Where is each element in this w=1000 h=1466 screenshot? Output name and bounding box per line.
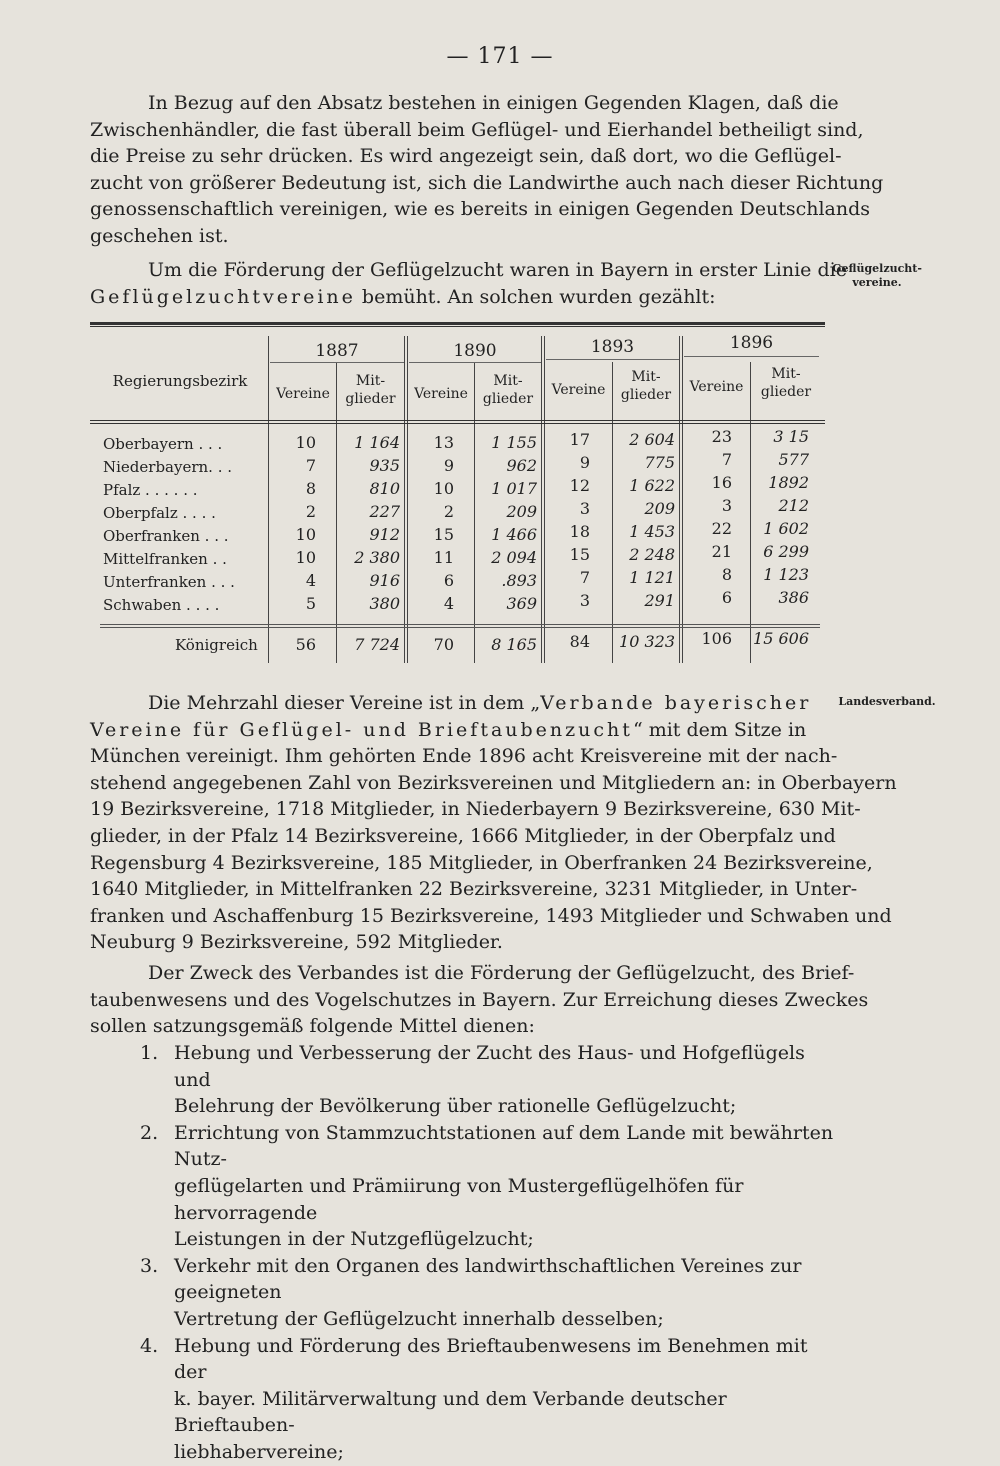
subheader-mitglieder bbox=[613, 368, 679, 404]
cell-vereine: 9 bbox=[443, 456, 454, 475]
row-label: Oberpfalz . . . . bbox=[103, 504, 216, 522]
cell-vereine: 8 bbox=[305, 479, 316, 498]
year-underline bbox=[409, 362, 541, 363]
subheader-vereine: Vereine bbox=[689, 379, 744, 395]
cell-mitglieder: 1 453 bbox=[629, 522, 675, 541]
cell-vereine: 13 bbox=[433, 433, 454, 452]
cell-vereine: 3 bbox=[579, 499, 590, 518]
year-underline bbox=[546, 359, 679, 360]
table-top-rule bbox=[90, 322, 825, 325]
text-line: Leistungen in der Nutzgeflügelzucht; bbox=[174, 1228, 534, 1251]
text-fragment: Die Mehrzahl dieser Vereine ist in dem „ bbox=[148, 692, 541, 714]
year-underline bbox=[270, 362, 404, 363]
cell-mitglieder: 810 bbox=[369, 479, 400, 498]
cell-mitglieder: 6 299 bbox=[763, 542, 809, 561]
cell-vereine: 17 bbox=[569, 430, 590, 449]
cell-mitglieder: 10 323 bbox=[619, 632, 675, 651]
table-column-rule bbox=[679, 336, 680, 663]
cell-vereine: 7 bbox=[721, 450, 732, 469]
text-line: Errichtung von Stammzuchtstationen auf dem Lande mit bewährten Nutz- bbox=[174, 1121, 834, 1171]
row-label: Oberbayern . . . bbox=[103, 435, 223, 453]
margin-note-line: Geflügelzucht- bbox=[832, 262, 922, 275]
text-line: München vereinigt. Ihm gehörten Ende 1896 acht Kreisvereine mit der nach- bbox=[90, 745, 838, 768]
cell-mitglieder: 2 380 bbox=[354, 548, 400, 567]
cell-vereine: 6 bbox=[721, 588, 732, 607]
text-line: Hebung und Verbesserung der Zucht des Haus- und Hofgeflügels und bbox=[174, 1042, 805, 1091]
subheader-line: Mit- bbox=[493, 373, 523, 389]
cell-vereine: 16 bbox=[711, 473, 732, 492]
subheader-line: glieder bbox=[620, 387, 672, 403]
cell-mitglieder: 2 604 bbox=[629, 430, 675, 449]
cell-mitglieder: 380 bbox=[369, 594, 400, 613]
subheader-mitglieder bbox=[475, 372, 541, 408]
cell-vereine: 11 bbox=[433, 548, 454, 567]
cell-mitglieder: 2 094 bbox=[491, 548, 537, 567]
cell-mitglieder: 1 121 bbox=[629, 568, 675, 587]
spaced-term: Geflügelzuchtvereine bbox=[90, 285, 356, 308]
cell-vereine: 21 bbox=[711, 542, 732, 561]
text-line: Verkehr mit den Organen des landwirthschaftlichen Vereines zur geeigneten bbox=[174, 1254, 802, 1304]
table-total-rule bbox=[100, 627, 820, 628]
subheader-mitglieder bbox=[751, 365, 821, 401]
year-header: 1887 bbox=[315, 341, 359, 361]
text-line: taubenwesens und des Vogelschutzes in Bayern. Zur Erreichung dieses Zweckes bbox=[90, 988, 869, 1011]
cell-vereine: 6 bbox=[443, 571, 454, 590]
cell-vereine: 10 bbox=[433, 479, 454, 498]
cell-vereine: 4 bbox=[443, 594, 454, 613]
subheader-line: Mit- bbox=[631, 369, 661, 385]
paragraph-foerderung bbox=[90, 257, 847, 310]
cell-vereine: 5 bbox=[305, 594, 316, 613]
cell-mitglieder: 3 15 bbox=[773, 427, 809, 446]
text-fragment: “ mit dem Sitze in bbox=[632, 718, 807, 741]
subheader-vereine: Vereine bbox=[414, 386, 468, 402]
cell-vereine: 9 bbox=[579, 453, 590, 472]
cell-vereine: 2 bbox=[305, 502, 316, 521]
cell-vereine: 23 bbox=[711, 427, 732, 446]
text-fragment: bemüht. An solchen wurden gezählt: bbox=[355, 285, 716, 308]
text-line: franken und Aschaffenburg 15 Bezirksvereine, 1493 Mitglieder und Schwaben und bbox=[90, 904, 892, 927]
subheader-line: glieder bbox=[345, 391, 396, 407]
cell-mitglieder: .893 bbox=[501, 571, 537, 590]
cell-mitglieder: 8 165 bbox=[491, 635, 537, 654]
text-line: Vertretung der Geflügelzucht innerhalb desselben; bbox=[174, 1307, 664, 1330]
cell-mitglieder: 209 bbox=[644, 499, 675, 518]
table-header-rule bbox=[90, 420, 825, 421]
subheader-line: glieder bbox=[760, 384, 812, 400]
row-label: Niederbayern. . . bbox=[103, 458, 233, 476]
list-item bbox=[140, 1120, 835, 1253]
text-line: k. bayer. Militärverwaltung und dem Verbande deutscher Brieftauben- bbox=[174, 1387, 727, 1437]
subheader-vereine: Vereine bbox=[276, 386, 330, 402]
cell-mitglieder: 291 bbox=[644, 591, 675, 610]
cell-mitglieder: 2 248 bbox=[629, 545, 675, 564]
cell-vereine: 3 bbox=[579, 591, 590, 610]
cell-vereine: 18 bbox=[569, 522, 590, 541]
row-label: Oberfranken . . . bbox=[103, 527, 229, 545]
text-line: Regensburg 4 Bezirksvereine, 185 Mitglieder, in Oberfranken 24 Bezirksvereine, bbox=[90, 851, 873, 874]
spaced-term: Verbande bayerischer bbox=[540, 692, 812, 714]
text-line bbox=[90, 717, 830, 744]
text-line: glieder, in der Pfalz 14 Bezirksvereine, 1666 Mitglieder, in der Oberpfalz und bbox=[90, 824, 836, 847]
cell-mitglieder: 1 155 bbox=[491, 433, 537, 452]
subheader-line: Mit- bbox=[355, 373, 386, 389]
table-top-rule-thin bbox=[90, 326, 825, 327]
cell-vereine: 7 bbox=[305, 456, 316, 475]
text-line: sollen satzungsgemäß folgende Mittel dienen: bbox=[90, 1015, 535, 1038]
cell-vereine: 22 bbox=[711, 519, 732, 538]
year-header: 1896 bbox=[729, 333, 774, 353]
text-line: Der Zweck des Verbandes ist die Förderung der Geflügelzucht, des Brief- bbox=[148, 962, 855, 984]
subheader-line: Mit- bbox=[771, 366, 801, 382]
cell-vereine: 7 bbox=[579, 568, 590, 587]
cell-vereine: 2 bbox=[443, 502, 454, 521]
row-label: Unterfranken . . . bbox=[103, 573, 235, 591]
paragraph-absatz bbox=[90, 90, 884, 250]
total-label: Königreich bbox=[175, 636, 258, 654]
table-total-rule bbox=[100, 624, 820, 625]
list-number: 1. bbox=[140, 1042, 159, 1064]
cell-mitglieder: 209 bbox=[506, 502, 537, 521]
table-header-rule bbox=[90, 423, 825, 424]
cell-mitglieder: 1 123 bbox=[763, 565, 809, 584]
cell-vereine: 10 bbox=[295, 548, 316, 567]
list-item bbox=[140, 1040, 835, 1120]
cell-mitglieder: 962 bbox=[506, 456, 537, 475]
margin-note-line: vereine. bbox=[852, 276, 902, 289]
subheader-line: glieder bbox=[482, 391, 534, 407]
cell-vereine: 70 bbox=[433, 635, 454, 654]
text-line: geflügelarten und Prämiirung von Mustergeflügelhöfen für hervorragende bbox=[174, 1174, 744, 1224]
cell-vereine: 4 bbox=[305, 571, 316, 590]
row-label: Pfalz . . . . . . bbox=[103, 481, 198, 499]
cell-vereine: 12 bbox=[569, 476, 590, 495]
table-column-rule bbox=[268, 336, 269, 663]
page-number: — 171 — bbox=[446, 44, 554, 69]
list-number: 4. bbox=[140, 1334, 159, 1357]
cell-vereine: 10 bbox=[295, 525, 316, 544]
cell-vereine: 56 bbox=[295, 635, 316, 654]
cell-mitglieder: 935 bbox=[369, 456, 400, 475]
subheader-vereine: Vereine bbox=[551, 382, 606, 398]
text-line: Neuburg 9 Bezirksvereine, 592 Mitglieder. bbox=[90, 931, 503, 954]
text-line: stehend angegebenen Zahl von Bezirksvereinen und Mitgliedern an: in Oberbayern bbox=[90, 771, 897, 794]
means-list bbox=[140, 1040, 835, 1466]
cell-vereine: 3 bbox=[721, 496, 732, 515]
subheader-mitglieder bbox=[337, 372, 404, 408]
list-number: 2. bbox=[140, 1121, 159, 1144]
text-line: In Bezug auf den Absatz bestehen in einigen Gegenden Klagen, daß die bbox=[148, 92, 839, 114]
cell-mitglieder: 1 466 bbox=[491, 525, 537, 544]
year-header: 1890 bbox=[453, 341, 497, 361]
cell-vereine: 8 bbox=[721, 565, 732, 584]
cell-mitglieder: 15 606 bbox=[753, 629, 809, 648]
paragraph-zweck bbox=[90, 960, 869, 1040]
cell-mitglieder: 1 602 bbox=[763, 519, 809, 538]
year-header: 1893 bbox=[590, 337, 635, 357]
text-line: liebhabervereine; bbox=[174, 1440, 344, 1463]
text-line: Hebung und Förderung des Brieftaubenwesens im Benehmen mit der bbox=[174, 1334, 808, 1384]
cell-mitglieder: 1 622 bbox=[629, 476, 675, 495]
cell-mitglieder: 916 bbox=[369, 571, 400, 590]
cell-mitglieder: 212 bbox=[778, 496, 809, 515]
text-line: genossenschaftlich vereinigen, wie es bereits in einigen Gegenden Deutschlands bbox=[90, 198, 871, 221]
row-label: Mittelfranken . . bbox=[103, 550, 227, 568]
cell-mitglieder: 577 bbox=[778, 450, 809, 469]
cell-vereine: 15 bbox=[569, 545, 590, 564]
text-line: Belehrung der Bevölkerung über rationelle Geflügelzucht; bbox=[174, 1095, 737, 1118]
text-line: 1640 Mitglieder, in Mittelfranken 22 Bezirksvereine, 3231 Mitglieder, in Unter- bbox=[90, 878, 858, 901]
margin-note-gefluegelzuchtvereine bbox=[832, 262, 922, 290]
cell-mitglieder: 227 bbox=[369, 502, 400, 521]
cell-mitglieder: 775 bbox=[644, 453, 675, 472]
text-line bbox=[90, 284, 830, 311]
cell-vereine: 10 bbox=[295, 433, 316, 452]
cell-mitglieder: 369 bbox=[506, 594, 537, 613]
cell-mitglieder: 1892 bbox=[768, 473, 809, 492]
text-line: zucht von größerer Bedeutung ist, sich die Landwirthe auch nach dieser Richtung bbox=[90, 171, 884, 194]
spaced-term: Vereine für Geflügel- und Brieftaubenzucht bbox=[90, 718, 633, 741]
cell-mitglieder: 7 724 bbox=[354, 635, 400, 654]
margin-note-landesverband: Landesverband. bbox=[838, 695, 936, 708]
cell-mitglieder: 1 164 bbox=[354, 433, 400, 452]
cell-mitglieder: 1 017 bbox=[491, 479, 537, 498]
text-line: Um die Förderung der Geflügelzucht waren in Bayern in erster Linie die bbox=[148, 259, 847, 281]
text-line: Zwischenhändler, die fast überall beim Geflügel- und Eierhandel betheiligt sind, bbox=[90, 118, 864, 141]
cell-vereine: 106 bbox=[701, 629, 732, 648]
text-line: 19 Bezirksvereine, 1718 Mitglieder, in Niederbayern 9 Bezirksvereine, 630 Mit- bbox=[90, 798, 861, 821]
text-line: geschehen ist. bbox=[90, 224, 229, 247]
header-district: Regierungsbezirk bbox=[112, 372, 248, 390]
cell-mitglieder: 386 bbox=[778, 588, 809, 607]
cell-mitglieder: 912 bbox=[369, 525, 400, 544]
text-line: die Preise zu sehr drücken. Es wird angezeigt sein, daß dort, wo die Geflügel- bbox=[90, 145, 842, 168]
year-underline bbox=[684, 356, 819, 357]
cell-vereine: 15 bbox=[433, 525, 454, 544]
text-line bbox=[90, 690, 830, 717]
row-label: Schwaben . . . . bbox=[103, 596, 220, 614]
cell-vereine: 84 bbox=[569, 632, 590, 651]
table-column-rule bbox=[541, 336, 542, 663]
list-number: 3. bbox=[140, 1254, 159, 1277]
list-item bbox=[140, 1253, 835, 1333]
table-column-rule bbox=[404, 336, 405, 663]
